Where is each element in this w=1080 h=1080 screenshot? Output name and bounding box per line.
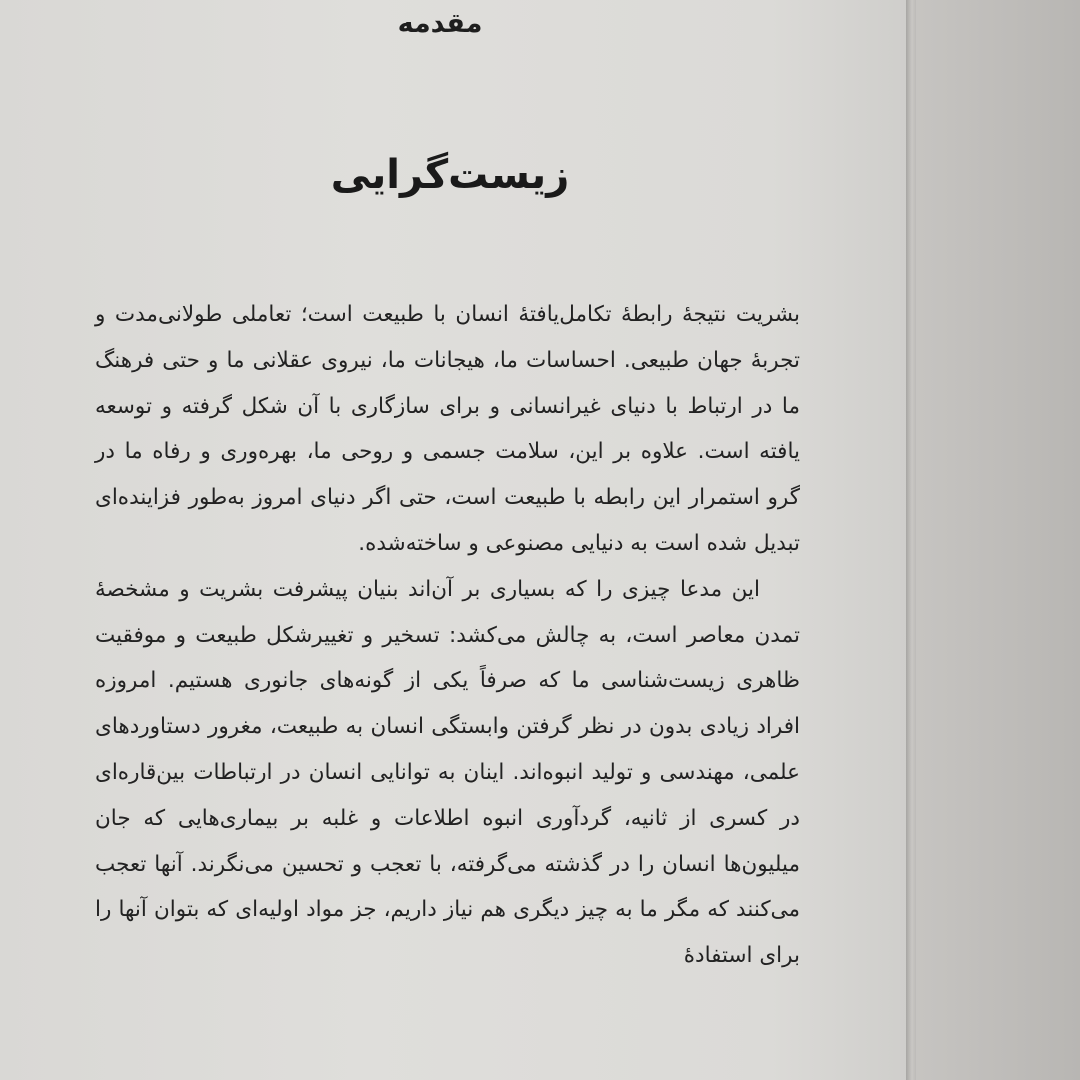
body-text	[95, 292, 800, 979]
paragraph-2: این مدعا چیزی را که بسیاری بر آن‌اند بنیان پیشرفت بشریت و مشخصهٔ تمدن معاصر است، به چالش می‌کشد: تسخیر و تغییرشکل طبیعت و موفقیت ظاهری زیست‌شناسی ما که صرفاً یکی از گونه‌های جانوری هستیم. امروزه افراد زیادی بدون در نظر گرفتن وابستگی انسان به طبیعت، مغرور دستاوردهای علمی، مهندسی و تولید انبوه‌اند. اینان به توانایی انسان در ارتباطات بین‌قاره‌ای در کسری از ثانیه، گردآوری انبوه اطلاعات و غلبه بر بیماری‌هایی که جان میلیون‌ها انسان را در گذشته می‌گرفته، با تعجب و تحسین می‌نگرند. آنها تعجب می‌کنند که مگر ما به چیز دیگری هم نیاز داریم، جز مواد اولیه‌ای که بتوان آنها را برای استفادهٔ	[95, 576, 800, 969]
chapter-title: زیست‌گرایی	[330, 152, 570, 198]
running-head: مقدمه	[397, 8, 483, 39]
book-gutter	[906, 0, 916, 1080]
facing-page	[916, 0, 1080, 1080]
paragraph-1: بشریت نتیجهٔ رابطهٔ تکامل‌یافتهٔ انسان با طبیعت است؛ تعاملی طولانی‌مدت و تجربهٔ جهان طبیعی. احساسات ما، هیجانات ما، نیروی عقلانی ما و حتی فرهنگ ما در ارتباط با دنیای غیرانسانی و برای سازگاری با آن شکل گرفته و توسعه یافته است. علاوه بر این، سلامت جسمی و روحی ما، بهره‌وری و رفاه ما در گرو استمرار این رابطه با طبیعت است، حتی اگر دنیای امروز به‌طور فزاینده‌ای تبدیل شده است به دنیایی مصنوعی و ساخته‌شده.	[95, 302, 800, 556]
